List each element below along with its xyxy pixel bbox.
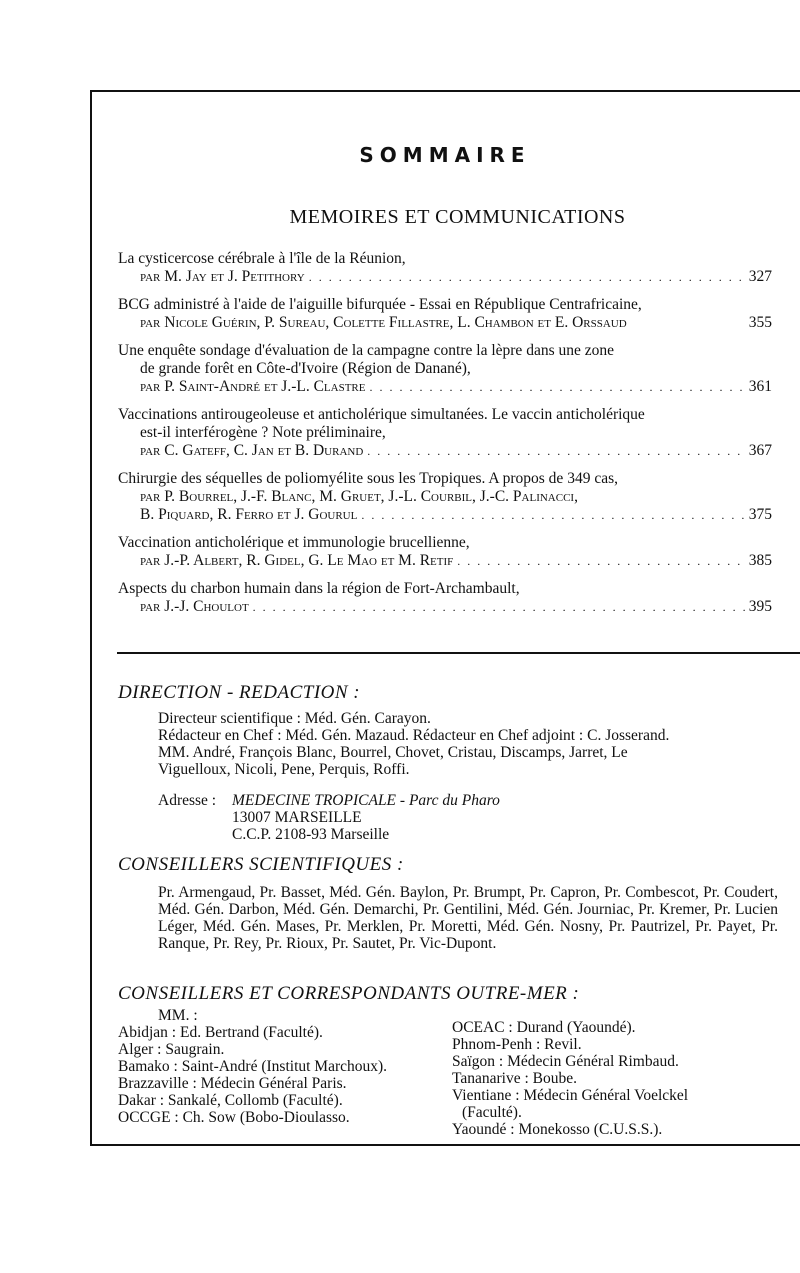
leader-dots [369, 378, 744, 396]
correspondent: Phnom-Penh : Revil. [452, 1036, 582, 1053]
entry-authors: par Nicole Guérin, P. Sureau, Colette Fillastre, L. Chambon et E. Orssaud [140, 314, 627, 331]
correspondent: Alger : Saugrain. [118, 1041, 225, 1058]
toc-entry [118, 250, 772, 286]
frame-top-rule [90, 90, 800, 92]
leader-dots [253, 598, 745, 616]
entry-title: Vaccinations antirougeoleuse et anticholérique simultanées. Le vaccin anticholérique [118, 406, 645, 423]
direction-line: Rédacteur en Chef : Méd. Gén. Mazaud. Rédacteur en Chef adjoint : C. Josserand. [158, 727, 670, 744]
memoires-title: MEMOIRES ET COMMUNICATIONS [289, 206, 626, 228]
sommaire-title: SOMMAIRE [359, 143, 531, 167]
toc-entry [118, 580, 772, 616]
leader-dots [367, 442, 744, 460]
entry-page: 375 [748, 506, 772, 523]
correspondent: (Faculté). [462, 1104, 522, 1121]
entry-authors: B. Piquard, R. Ferro et J. Gourul [140, 506, 358, 523]
correspondent: OCEAC : Durand (Yaoundé). [452, 1019, 636, 1036]
entry-title: Vaccination anticholérique et immunologie brucellienne, [118, 534, 470, 551]
entry-title-cont: de grande forêt en Côte-d'Ivoire (Région de Danané), [140, 360, 471, 377]
conseillers-section [118, 854, 778, 952]
entry-page: 327 [748, 268, 772, 285]
correspondent: Vientiane : Médecin Général Voelckel [452, 1087, 689, 1104]
correspondent: Tananarive : Boube. [452, 1070, 578, 1087]
entry-page: 361 [748, 378, 772, 395]
outremer-heading: CONSEILLERS ET CORRESPONDANTS OUTRE-MER : [118, 983, 580, 1004]
address-label: Adresse : [158, 792, 217, 809]
entry-page: 355 [748, 314, 772, 331]
entry-page: 395 [748, 598, 772, 615]
frame-left-rule [90, 90, 92, 1145]
correspondent: Dakar : Sankalé, Collomb (Faculté). [118, 1092, 343, 1109]
outremer-left-column [118, 1007, 438, 1138]
correspondent: Abidjan : Ed. Bertrand (Faculté). [118, 1024, 323, 1041]
entry-title-cont: est-il interférogène ? Note préliminaire, [140, 424, 386, 441]
address-line: MEDECINE TROPICALE - Parc du Pharo [232, 792, 500, 809]
entry-title: La cysticercose cérébrale à l'île de la Réunion, [118, 250, 406, 267]
leader-dots [361, 506, 744, 524]
entry-title: Chirurgie des séquelles de poliomyélite sous les Tropiques. A propos de 349 cas, [118, 470, 618, 487]
toc-entry [118, 470, 772, 524]
toc-entry [118, 406, 772, 460]
section-divider [117, 652, 800, 654]
entry-authors: par C. Gateff, C. Jan et B. Durand [140, 442, 364, 459]
toc-entry [118, 296, 772, 332]
toc-entry [118, 534, 772, 570]
outremer-section [118, 983, 778, 1138]
entry-authors: par J.-P. Albert, R. Gidel, G. Le Mao et M. Retif [140, 552, 454, 569]
conseillers-heading: CONSEILLERS SCIENTIFIQUES : [118, 854, 404, 875]
correspondent: OCCGE : Ch. Sow (Bobo-Dioulasso. [118, 1109, 350, 1126]
direction-line: MM. André, François Blanc, Bourrel, Chovet, Cristau, Discamps, Jarret, Le [158, 744, 628, 761]
mm-label: MM. : [158, 1007, 198, 1024]
entry-page: 385 [748, 552, 772, 569]
entry-title: Aspects du charbon humain dans la région de Fort-Archambault, [118, 580, 520, 597]
conseillers-list: Pr. Armengaud, Pr. Basset, Méd. Gén. Baylon, Pr. Brumpt, Pr. Capron, Pr. Combescot, Pr. Coudert, Méd. Gén. Darbon, Méd. Gén. Demarchi, Pr. Gentilini, Méd. Gén. Journiac, Pr. Kremer, Pr. Lucien Léger, Méd. Gén. Mases, Pr. Merklen, Pr. Moretti, Méd. Gén. Nosny, Pr. Pautrizel, Pr. Payet, Pr. Ranque, Pr. Rey, Pr. Rioux, Pr. Sautet, Pr. Vic-Dupont. [158, 884, 778, 952]
entry-title: Une enquête sondage d'évaluation de la campagne contre la lèpre dans une zone [118, 342, 614, 359]
entry-authors: par J.-J. Choulot [140, 598, 249, 615]
direction-line: Directeur scientifique : Méd. Gén. Carayon. [158, 710, 431, 727]
direction-heading: DIRECTION - REDACTION : [118, 682, 361, 703]
address-line: 13007 MARSEILLE [232, 809, 362, 826]
direction-section [118, 682, 778, 843]
outremer-right-column [438, 1007, 732, 1138]
entry-authors: par M. Jay et J. Petithory [140, 268, 305, 285]
toc-entry [118, 342, 772, 396]
leader-dots [457, 552, 744, 570]
leader-dots [309, 268, 745, 286]
entry-authors-pre: par P. Bourrel, J.-F. Blanc, M. Gruet, J.-L. Courbil, J.-C. Palinacci, [140, 488, 578, 505]
direction-line: Viguelloux, Nicoli, Pene, Perquis, Roffi. [158, 761, 410, 778]
entry-title: BCG administré à l'aide de l'aiguille bifurquée - Essai en République Centrafricaine, [118, 296, 642, 313]
address-line: C.C.P. 2108-93 Marseille [232, 826, 390, 843]
table-of-contents [118, 250, 772, 626]
correspondent: Yaoundé : Monekosso (C.U.S.S.). [452, 1121, 663, 1138]
address-block [118, 792, 778, 843]
entry-authors: par P. Saint-André et J.-L. Clastre [140, 378, 366, 395]
entry-page: 367 [748, 442, 772, 459]
correspondent: Brazzaville : Médecin Général Paris. [118, 1075, 347, 1092]
frame-bottom-rule [90, 1144, 800, 1146]
correspondent: Saïgon : Médecin Général Rimbaud. [452, 1053, 679, 1070]
correspondent: Bamako : Saint-André (Institut Marchoux). [118, 1058, 388, 1075]
